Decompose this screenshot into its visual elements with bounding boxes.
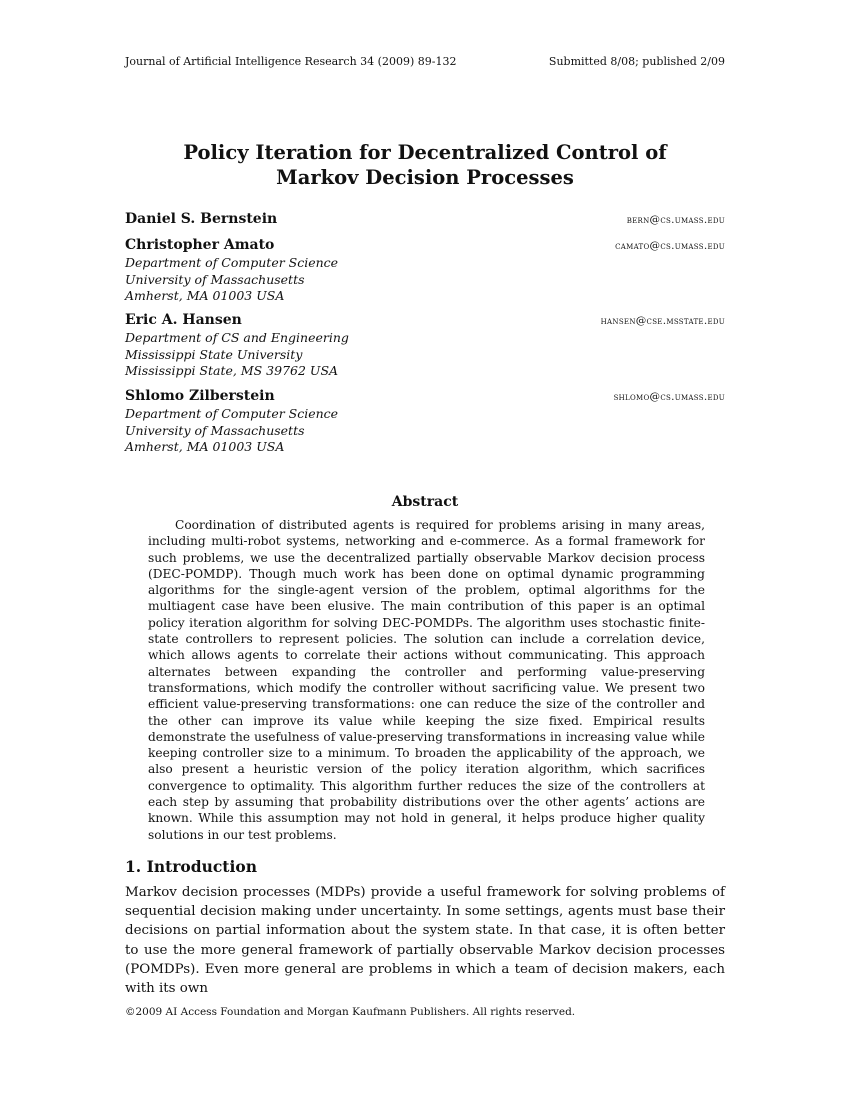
affiliation-line: Department of Computer Science [125, 406, 339, 421]
journal-citation: Journal of Artificial Intelligence Research 34 (2009) 89-132 [125, 55, 457, 68]
introduction-paragraph: Markov decision processes (MDPs) provide a useful framework for solving problems of sequential decision making under uncertainty. In some settings, agents must base their decisions on partial information about the system state. In that case, it is often better to use the more general framework of partially observable Markov decision processes (POMDPs). Even more general are problems in which a team of decision makers, each with its own [125, 885, 725, 997]
author-block-hansen [125, 310, 725, 380]
copyright-notice: ©2009 AI Access Foundation and Morgan Kaufmann Publishers. All rights reserved. [125, 1006, 576, 1018]
author-block-bernstein [125, 209, 725, 229]
affiliation-line: Amherst, MA 01003 USA [125, 288, 285, 303]
affiliation-line: Amherst, MA 01003 USA [125, 439, 285, 454]
submission-dates: Submitted 8/08; published 2/09 [548, 55, 725, 68]
abstract-text: Coordination of distributed agents is required for problems arising in many areas, including multi-robot systems, networking and e-commerce. As a formal framework for such problems, we use the decentralized partially observable Markov decision process (DEC-POMDP). Though much work has been done on optimal dynamic programming algorithms for the single-agent version of the problem, optimal algorithms for the multiagent case have been elusive. The main contribution of this paper is an optimal policy iteration algorithm for solving DEC-POMDPs. The algorithm uses stochastic finite-state controllers to represent policies. The solution can include a correlation device, which allows agents to correlate their actions without communicating. This approach alternates between expanding the controller and performing value-preserving transformations, which modify the controller without sacrificing value. We present two efficient value-preserving transformations: one can reduce the size of the controller and the other can improve its value while keeping the size fixed. Empirical results demonstrate the usefulness of value-preserving transformations in increasing value while keeping controller size to a minimum. To broaden the applicability of the approach, we also present a heuristic version of the policy iteration algorithm, which sacrifices convergence to optimality. This algorithm further reduces the size of the controllers at each step by assuming that probability distributions over the other agents’ actions are known. While this assumption may not hold in general, it helps produce higher quality solutions in our test problems. [148, 518, 705, 842]
author-name: Christopher Amato [125, 237, 275, 253]
affiliation-line: University of Massachusetts [125, 422, 305, 438]
author-name: Daniel S. Bernstein [125, 211, 278, 227]
title-line-1: Policy Iteration for Decentralized Control of [183, 141, 667, 164]
affiliation-line: Mississippi State University [125, 346, 303, 362]
author-email[interactable]: hansen@cse.msstate.edu [600, 315, 725, 327]
paper-title [125, 140, 725, 190]
author-block-zilberstein [125, 386, 725, 456]
affiliation-line: University of Massachusetts [125, 271, 305, 287]
author-email[interactable]: camato@cs.umass.edu [615, 240, 725, 252]
author-email[interactable]: shlomo@cs.umass.edu [613, 391, 725, 403]
section-heading-introduction: 1. Introduction [125, 857, 257, 876]
affiliation-line: Mississippi State, MS 39762 USA [125, 363, 339, 378]
author-name: Shlomo Zilberstein [125, 388, 275, 404]
affiliation-line: Department of CS and Engineering [125, 330, 349, 345]
author-block-amato [125, 235, 725, 305]
author-name: Eric A. Hansen [125, 312, 242, 328]
title-line-2: Markov Decision Processes [276, 166, 574, 189]
abstract-heading: Abstract [391, 494, 459, 510]
running-head [125, 55, 725, 68]
author-email[interactable]: bern@cs.umass.edu [626, 214, 725, 226]
affiliation-line: Department of Computer Science [125, 255, 339, 270]
